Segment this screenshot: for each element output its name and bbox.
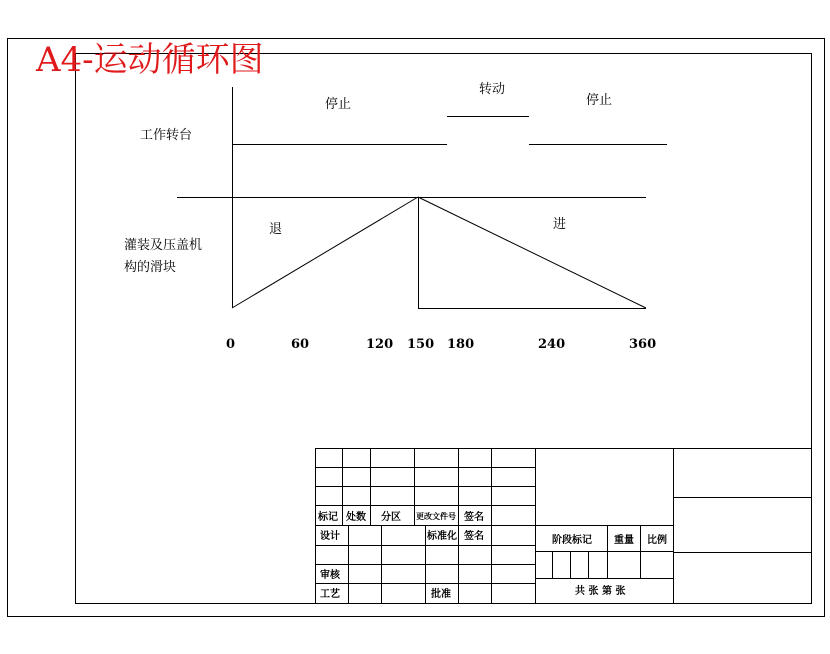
tb-standardize: 标准化: [427, 531, 457, 542]
slider-label-line1: 灌装及压盖机: [124, 238, 203, 253]
tb-approve: 批准: [431, 589, 451, 600]
tick-360: 360: [629, 337, 657, 352]
tb-process: 工艺: [320, 589, 340, 600]
phase-stop-2: 停止: [586, 93, 613, 108]
tick-0: 0: [226, 337, 236, 352]
phase-retreat: 退: [269, 222, 283, 237]
tb-change-doc: 更改文件号: [416, 512, 456, 521]
tb-review: 审核: [320, 570, 340, 581]
tick-150: 150: [407, 337, 435, 352]
tick-180: 180: [447, 337, 475, 352]
tick-120: 120: [366, 337, 394, 352]
tb-design: 设计: [320, 531, 340, 542]
tb-sign2: 签名: [464, 531, 484, 542]
tb-sign: 签名: [464, 512, 484, 523]
slider-advance-curve: [418, 197, 646, 308]
tb-stage-mark: 阶段标记: [552, 535, 592, 546]
phase-advance: 进: [553, 217, 567, 232]
tb-weight: 重量: [614, 535, 634, 546]
tick-240: 240: [538, 337, 566, 352]
slider-label-line2: 构的滑块: [124, 260, 177, 275]
sheet-title: A4-运动循环图: [36, 40, 264, 80]
phase-rotate: 转动: [479, 82, 506, 97]
tb-scale: 比例: [647, 535, 667, 546]
outer-border: [8, 39, 825, 617]
slider-retreat-curve: [232, 197, 418, 308]
tb-zone: 分区: [381, 512, 401, 523]
tb-sheets: 共 张 第 张: [575, 586, 626, 597]
title-block: [315, 448, 811, 603]
phase-stop-1: 停止: [325, 97, 352, 112]
worktable-label: 工作转台: [140, 128, 193, 143]
tb-mark: 标记: [318, 512, 338, 523]
tick-60: 60: [291, 337, 310, 352]
tb-count: 处数: [346, 512, 366, 523]
